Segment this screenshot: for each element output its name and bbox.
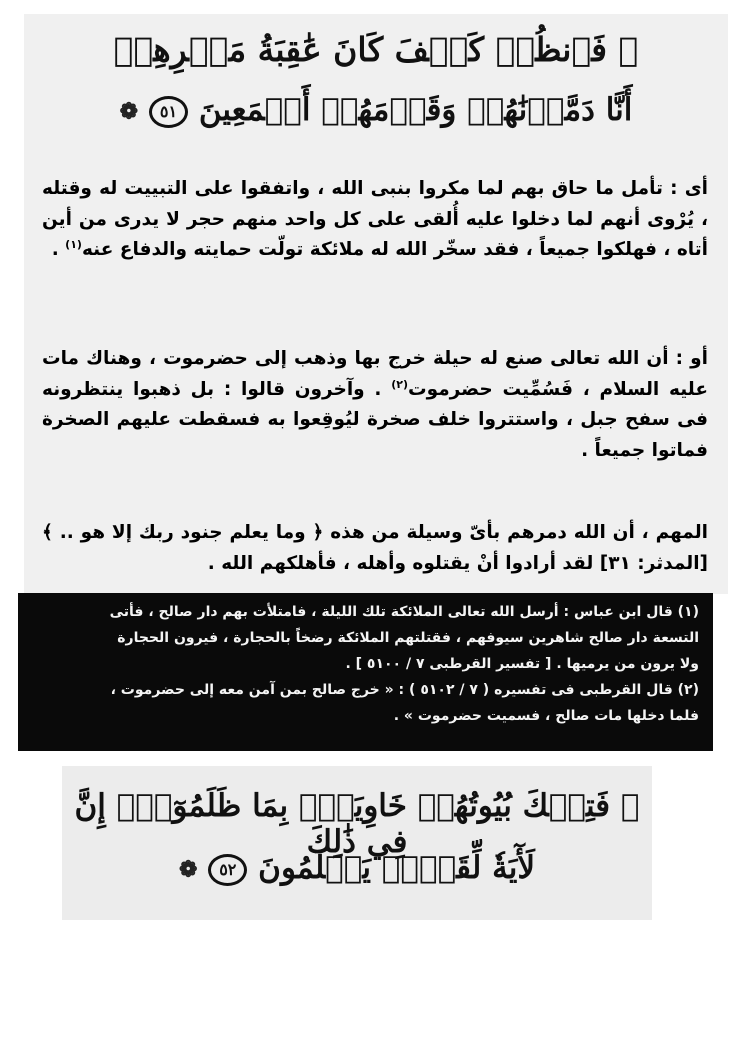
verse-51-line-2: أَنَّا دَمَّرۡنَٰهُمۡ وَقَوۡمَهُمۡ أَجۡمَعِينَ ٥١ ❁ <box>119 92 633 128</box>
upper-page-region <box>24 14 728 594</box>
footnote-line: (١) قال ابن عباس : أرسل الله تعالى الملائكة تلك الليلة ، فامتلأت بهم دار صالح ، فأتى <box>109 604 699 620</box>
verse-52-line-2: لَأٓيَةٗ لِّقَوۡمٖ يَعۡلَمُونَ ٥٢ ❁ <box>178 850 536 886</box>
footnote-ref-1: (١) <box>65 237 82 251</box>
verse-end-ornament-icon: ❁ <box>178 856 198 883</box>
verse-52-line-1: ﴿ فَتِلۡكَ بُيُوتُهُمۡ خَاوِيَةَۢ بِمَا ظَلَمُوٓاْۚ إِنَّ فِي ذَٰلِكَ <box>74 788 640 860</box>
tafsir-paragraph-3: المهم ، أن الله دمرهم بأىّ وسيلة من هذه ﴿ وما يعلم جنود ربك إلا هو .. ﴾ [المدثر: ٣١] لقد أرادوا أنْ يقتلوه وأهله ، فأهلكهم الله . <box>42 522 708 574</box>
footnotes-box <box>18 593 713 751</box>
ayah-number-badge: ٥٢ <box>208 854 247 886</box>
footnote-line: ولا يرون من يرميها . [ تفسير القرطبى ٧ / ٥١٠٠ ] . <box>345 656 699 672</box>
ayah-number-badge: ٥١ <box>149 96 188 128</box>
footnote-ref-2: (٢) <box>391 377 409 391</box>
footnote-line: فلما دخلها مات صالح ، فسميت حضرموت » . <box>393 708 699 724</box>
tafsir-paragraph-1: أى : تأمل ما حاق بهم لما مكروا بنبى الله ، واتفقوا على التبييت له وقتله ، يُرْوى أنهم لما دخلوا عليه أُلقى على كل واحد منهم حجر لا يدرى من أين أتاه ، فهلكوا جميعاً ، فقد سخّر الله له ملائكة تولّت حمايته والدفاع عنه$^{(١)}$ . <box>42 178 708 260</box>
lower-verse-region <box>62 766 652 920</box>
tafsir-paragraph-2: أو : أن الله تعالى صنع له حيلة خرج بها وذهب إلى حضرموت ، وهناك مات عليه السلام ، فَسُمِّيت حضرموت$^{(٢)}$ . وآخرون قالوا : بل ذهبوا ينتظرونه فى سفح جبل ، واستتروا خلف صخرة ليُوقِعوا به فسقطت عليهم الصخرة فماتوا جميعاً . <box>42 348 708 461</box>
footnote-line: (٢) قال القرطبى فى تفسيره ( ٧ / ٥١٠٢ ) : « خرج صالح بمن آمن معه إلى حضرموت ، <box>110 682 699 698</box>
footnote-line: التسعة دار صالح شاهرين سيوفهم ، فقتلتهم الملائكة رضخاً بالحجارة ، فيرون الحجارة <box>117 630 699 646</box>
verse-end-ornament-icon: ❁ <box>119 98 139 125</box>
verse-51-line-1: ﴿ فَٱنظُرۡ كَيۡفَ كَانَ عَٰقِبَةُ مَكۡرِهِمۡ <box>113 30 639 69</box>
